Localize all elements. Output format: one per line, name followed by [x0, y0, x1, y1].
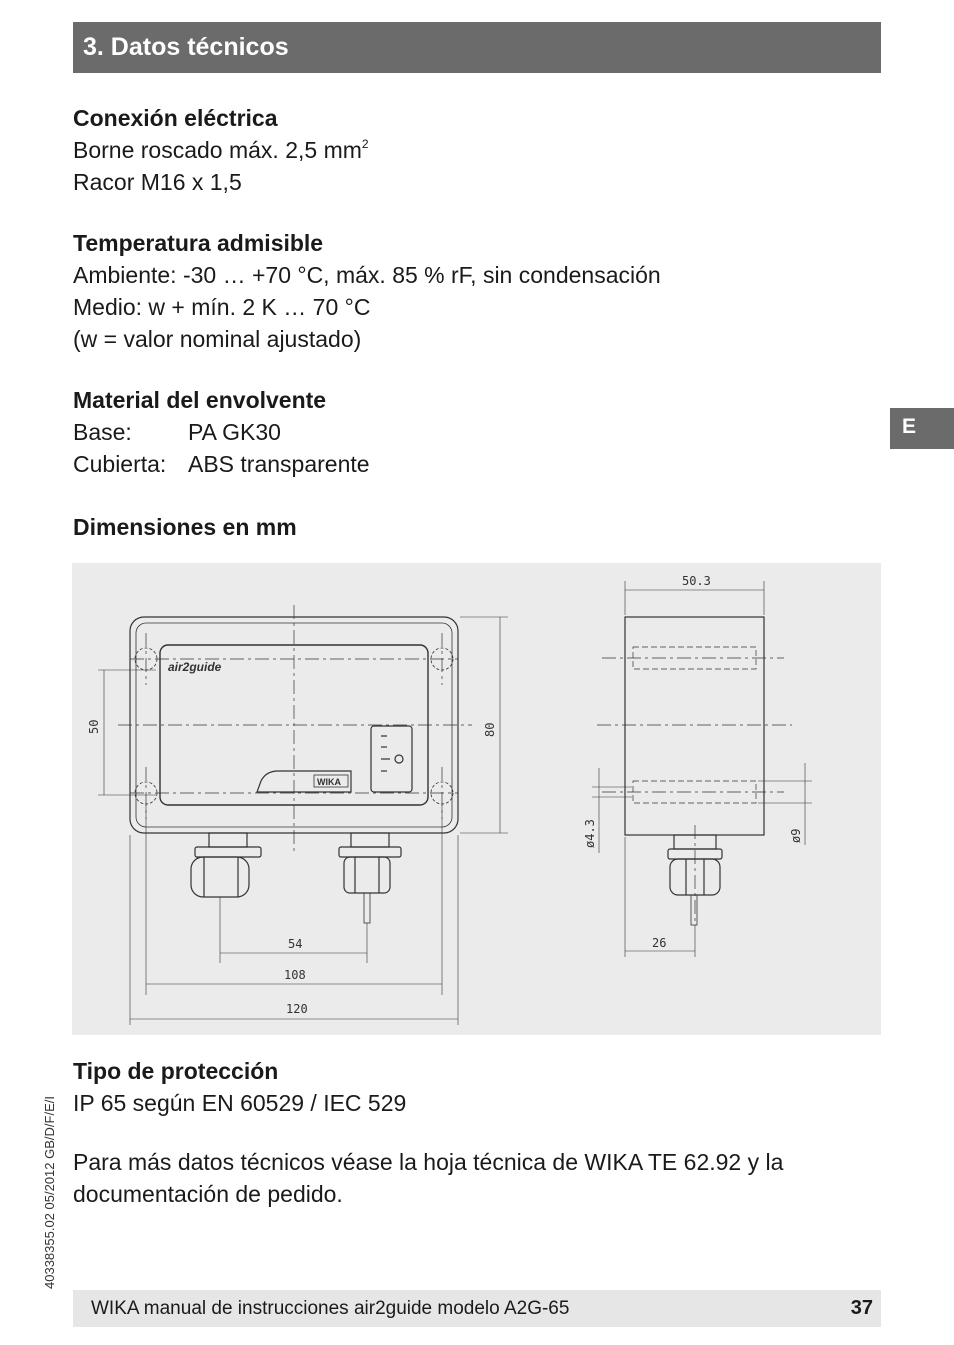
temperature-section: [73, 227, 661, 355]
side-center-lines: [597, 658, 792, 923]
footer-text: WIKA manual de instrucciones air2guide modelo A2G-65: [91, 1297, 570, 1319]
dim-label-diameter-9: ø9: [789, 828, 803, 843]
left-gland-body: [191, 857, 249, 897]
section-title: 3. Datos técnicos: [73, 22, 881, 73]
material-heading: Material del envolvente: [73, 387, 327, 413]
material-row-cover: Cubierta: ABS transparente: [73, 451, 370, 477]
indicator-panel: [371, 726, 412, 792]
left-gland-nut: [209, 833, 247, 847]
temperature-line-2: Medio: w + mín. 2 K … 70 °C: [73, 294, 371, 320]
electrical-line-1: Borne roscado máx. 2,5 $mm^2$: [73, 137, 369, 163]
protection-heading: Tipo de protección: [73, 1058, 279, 1084]
page-footer: [73, 1290, 881, 1327]
temperature-line-1: Ambiente: -30 … +70 °C, máx. 85 % rF, sin condensación: [73, 262, 661, 288]
material-section: [73, 384, 370, 480]
page-number: 37: [850, 1297, 873, 1319]
front-center-lines: [118, 605, 472, 853]
electrical-connection-section: [73, 102, 369, 198]
side-probe: [691, 895, 697, 925]
electrical-line-2: Racor M16 x 1,5: [73, 169, 242, 195]
dim-label-50-3: 50.3: [682, 574, 711, 588]
dim-label-diameter-4-3: ø4.3: [583, 819, 597, 848]
dimension-drawing: [72, 563, 881, 1035]
sensor-probe: [364, 893, 370, 923]
dim-label-80: 80: [483, 722, 497, 737]
dim-label-50: 50: [87, 719, 101, 734]
language-tab[interactable]: E: [890, 408, 954, 449]
dimensions-heading: Dimensiones en mm: [73, 514, 297, 540]
protection-section: [73, 1055, 406, 1119]
right-gland-body: [344, 857, 390, 893]
dimensions-section: [73, 511, 297, 543]
dim-label-108: 108: [284, 968, 306, 982]
temperature-line-3: (w = valor nominal ajustado): [73, 326, 362, 352]
side-housing: [625, 617, 764, 835]
temperature-heading: Temperatura admisible: [73, 230, 324, 256]
more-info-paragraph: Para más datos técnicos véase la hoja técnica de WIKA TE 62.92 y la documentación de pedido.: [73, 1149, 784, 1207]
dim-label-120: 120: [286, 1002, 308, 1016]
protection-line-1: IP 65 según EN 60529 / IEC 529: [73, 1090, 407, 1116]
document-code: 40338355.02 05/2012 GB/D/F/E/I: [42, 1096, 57, 1289]
dim-label-26: 26: [652, 936, 667, 950]
dimension-drawing-svg: [72, 563, 881, 1035]
right-gland-nut: [351, 833, 389, 847]
wika-logo: WIKA: [317, 777, 341, 787]
material-row-base: Base: PA GK30: [73, 419, 281, 445]
electrical-heading: Conexión eléctrica: [73, 105, 278, 131]
dim-label-54: 54: [288, 937, 303, 951]
air2guide-logo: air2guide: [168, 660, 222, 674]
